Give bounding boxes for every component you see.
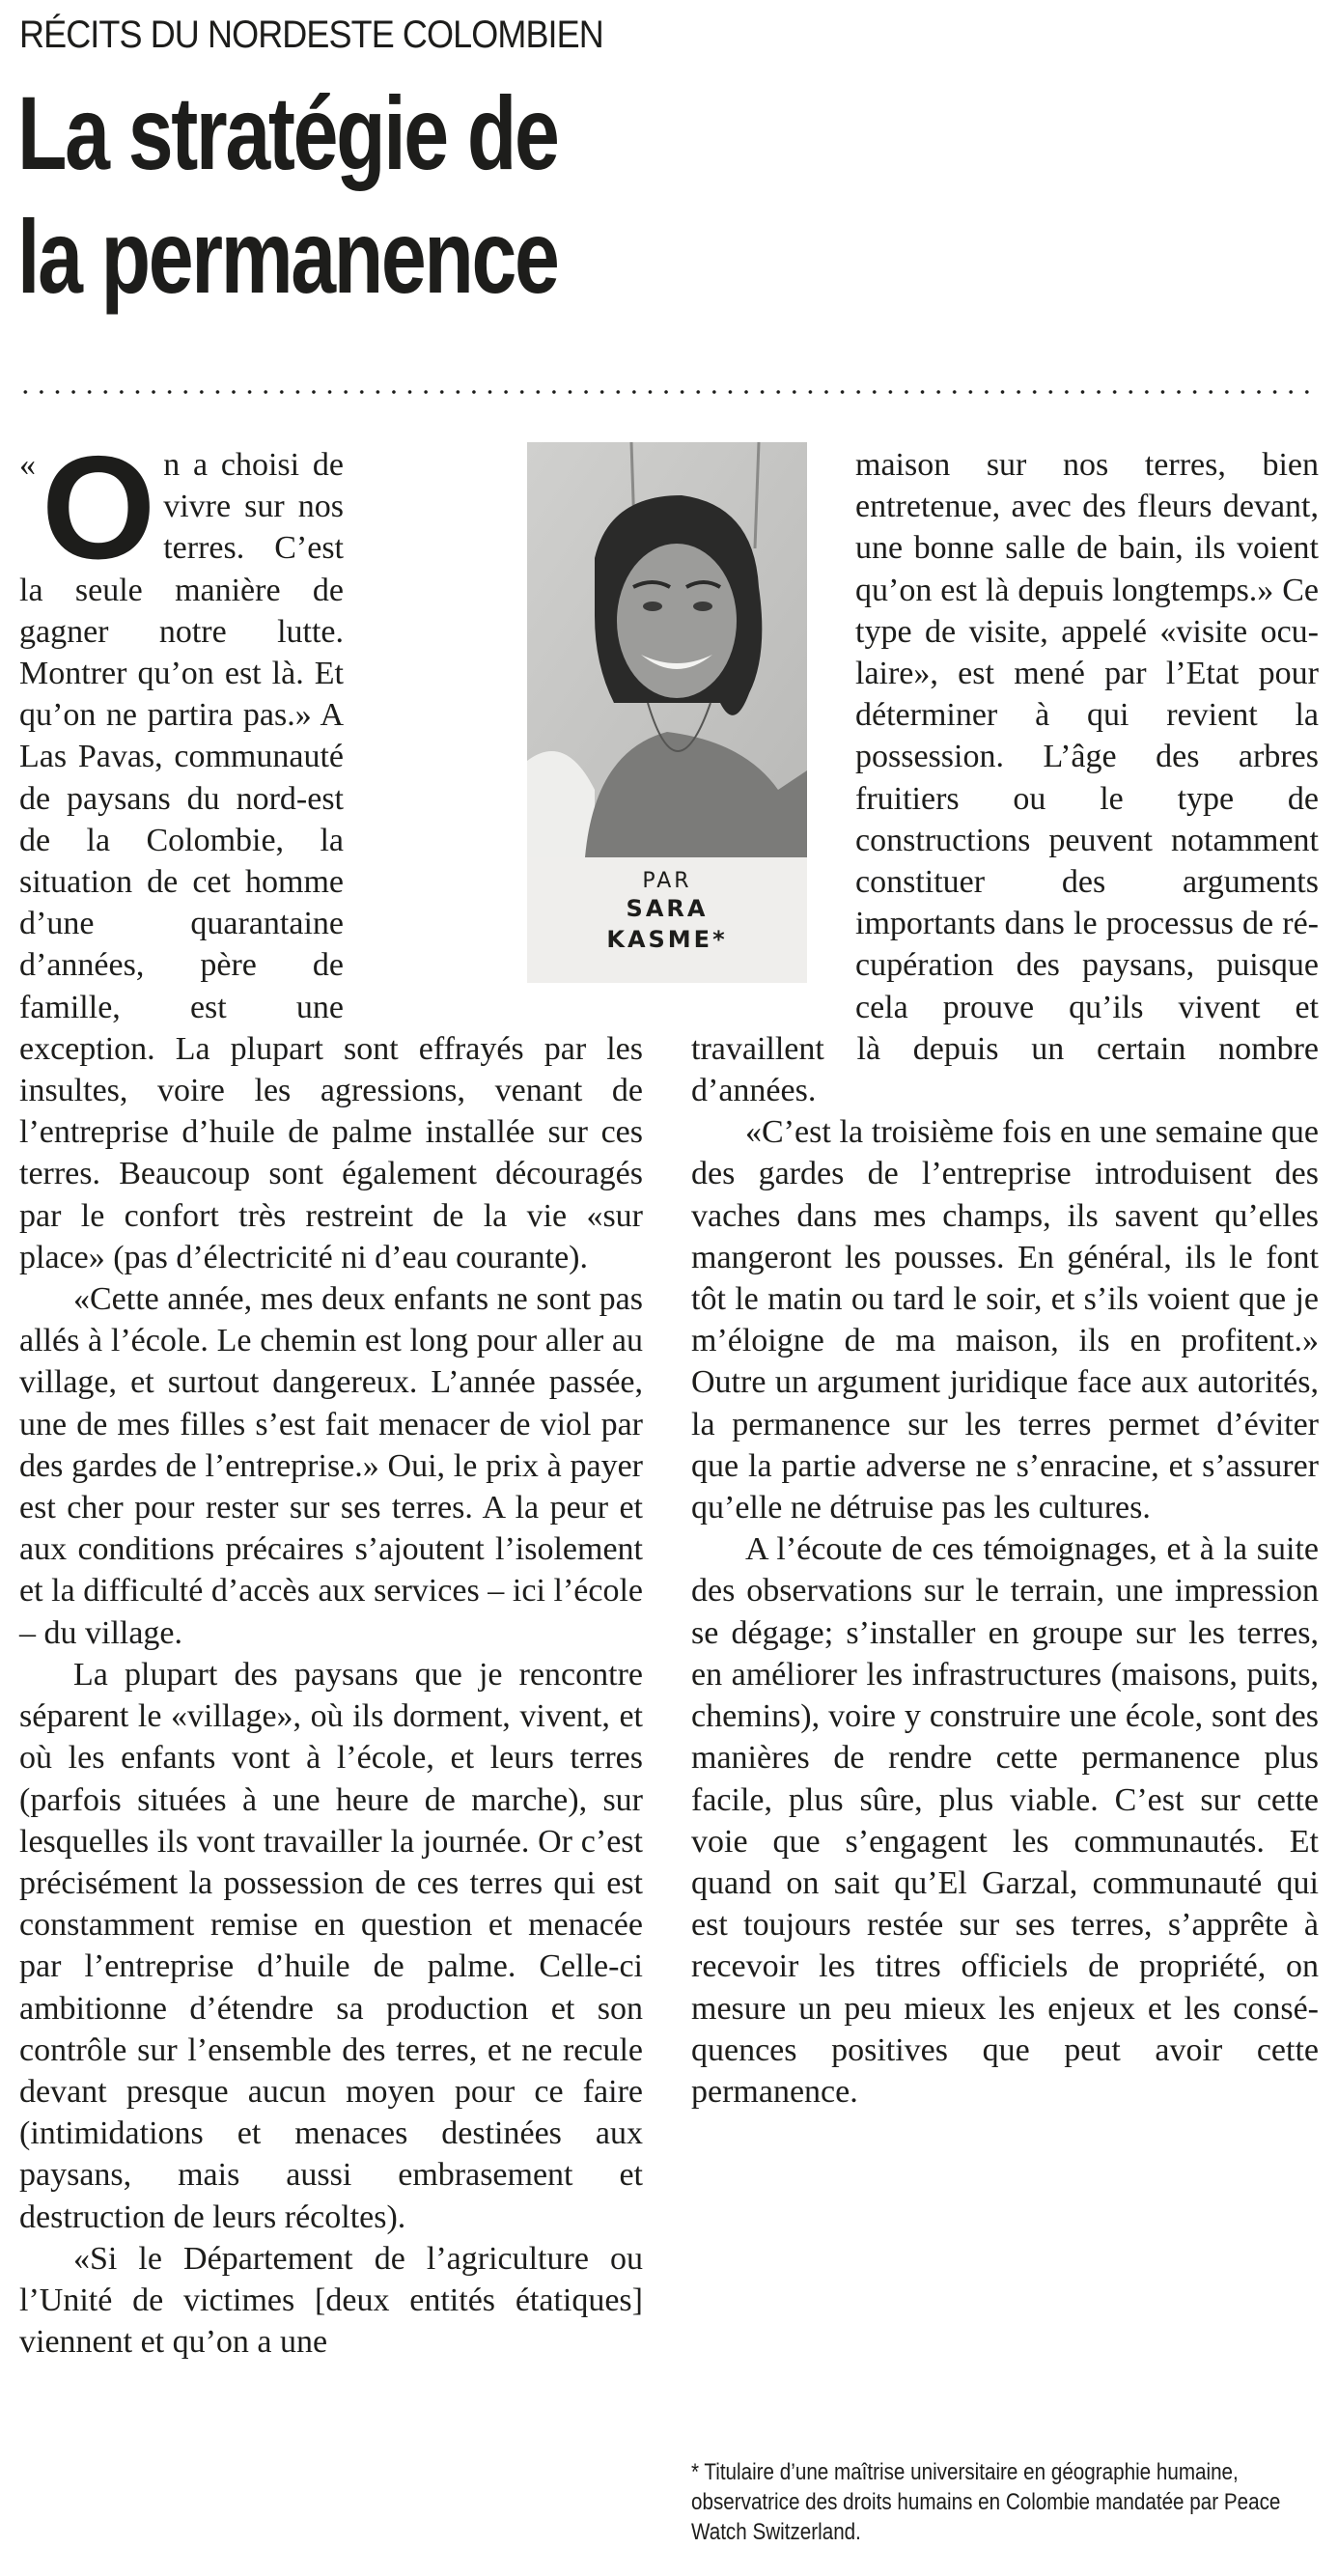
dotted-separator bbox=[17, 390, 1319, 394]
photo-wrap-spacer bbox=[691, 444, 855, 1004]
paragraph: «Cette année, mes deux enfants ne sont pas allés à l’école. Le chemin est long pour aller au village, et surtout dangereux. L’année passée, une de mes filles s’est fait menacer de viol par des gardes de l’entreprise.» Oui, le prix à payer est cher pour rester sur ses terres. A la peur et aux conditions précaires s’ajoutent l’isolement et la difficulté d’accès aux services – ici l’école – du village. bbox=[19, 1281, 643, 1651]
article-kicker: RÉCITS DU NORDESTE COLOMBIEN bbox=[19, 14, 603, 56]
paragraph: La plupart des paysans que je rencontre séparent le «village», où ils dorment, vivent, et où les enfants vont à l’école, et leurs terres (parfois situées à une heure de marche), sur lesquelles ils vont travailler la journée. Or c’est précisément la possession de ces terres qui est constamment remise en question et menacée par l’entreprise d’huile de palme. Celle-ci ambitionne d’étendre sa production et son contrôle sur l’ensemble des terres, et ne recule devant presque aucun moyen pour ce faire (intimidations et menaces destinées aux paysans, mais aussi embrasement et destruction de leurs récoltes). bbox=[19, 1656, 643, 2235]
paragraph: «Si le Département de l’agriculture ou l’Unité de victimes [deux entités étatiques] viennent et qu’on a une bbox=[19, 2240, 643, 2361]
byline-prefix: PAR bbox=[642, 869, 692, 893]
paragraph: A l’écoute de ces témoignages, et à la suite des observations sur le terrain, une impression se dégage; s’installer en groupe sur les terres, en améliorer les infrastructures (maisons, puits, chemins), voire y construire une école, sont des manières de rendre cette permanence plus facile, plus sûre, plus viable. C’est sur cette voie que s’engagent les communautés. Et quand on sait qu’El Garzal, communauté qui est toujours restée sur ses terres, s’apprête à recevoir les titres officiels de propriété, on mesure un peu mieux les enjeux et les conséquences positives que peut avoir cette permanence. bbox=[691, 1531, 1319, 2110]
drop-cap: O bbox=[42, 426, 156, 590]
author-footnote: * Titulaire d’une maîtrise universitaire en géographie humaine, observatrice des droits humains en Colombie mandatée par Peace Watch Switzerland. bbox=[691, 2459, 1281, 2545]
author-last-name: KASME* bbox=[606, 926, 728, 953]
photo-wrap-spacer bbox=[344, 444, 643, 1004]
headline-line-1: La stratégie de bbox=[17, 74, 558, 191]
headline-line-2: la permanence bbox=[17, 198, 558, 315]
article-column-right bbox=[691, 444, 1319, 2113]
article-column-left bbox=[19, 426, 643, 2363]
paragraph: maison sur nos terres, bien entretenue, avec des fleurs devant, une bonne salle de bain, ils voient qu’on est là depuis longtemps.» Ce type de visite, appelé «visite oculaire», est mené par l’Etat pour déterminer à qui revient la possession. L’âge des arbres fruitiers ou le type de constructions peuvent notamment constituer des arguments importants dans le processus de récupération des paysans, puisque cela prouve qu’ils vivent et travaillent là depuis un certain nombre d’années. bbox=[691, 447, 1319, 1109]
paragraph-text: n a choisi de vivre sur nos terres. C’est la seule manière de gagner notre lutte. Montrer qu’on est là. Et qu’on ne partira pas.» A Las Pavas, communauté de paysans du nord-est de la Colombie, la situation de cet homme d’une quarantaine d’années, père de famille, est une exception. La plupart sont effrayés par les insultes, voire les agressions, venant de l’entreprise d’huile de palme installée sur ces terres. Beaucoup sont également découragés par le confort très restreint de la vie «sur place» (pas d’électricité ni d’eau courante). bbox=[19, 447, 643, 1275]
article-headline bbox=[17, 71, 558, 319]
author-first-name: SARA bbox=[626, 895, 709, 922]
paragraph: «C’est la troisième fois en une semaine que des gardes de l’entreprise introduisent des vaches dans mes champs, ils savent qu’elles mangeront les pousses. En général, ils le font tôt le matin ou tard le soir, et s’ils voient que je m’éloigne de ma maison, ils en profitent.» Outre un argument juridique face aux autorités, la permanence sur les terres permet d’éviter que la partie adverse ne s’enracine, et s’assurer qu’elle ne détruise pas les cultures. bbox=[691, 1114, 1319, 1526]
opening-quote: « bbox=[19, 447, 36, 483]
